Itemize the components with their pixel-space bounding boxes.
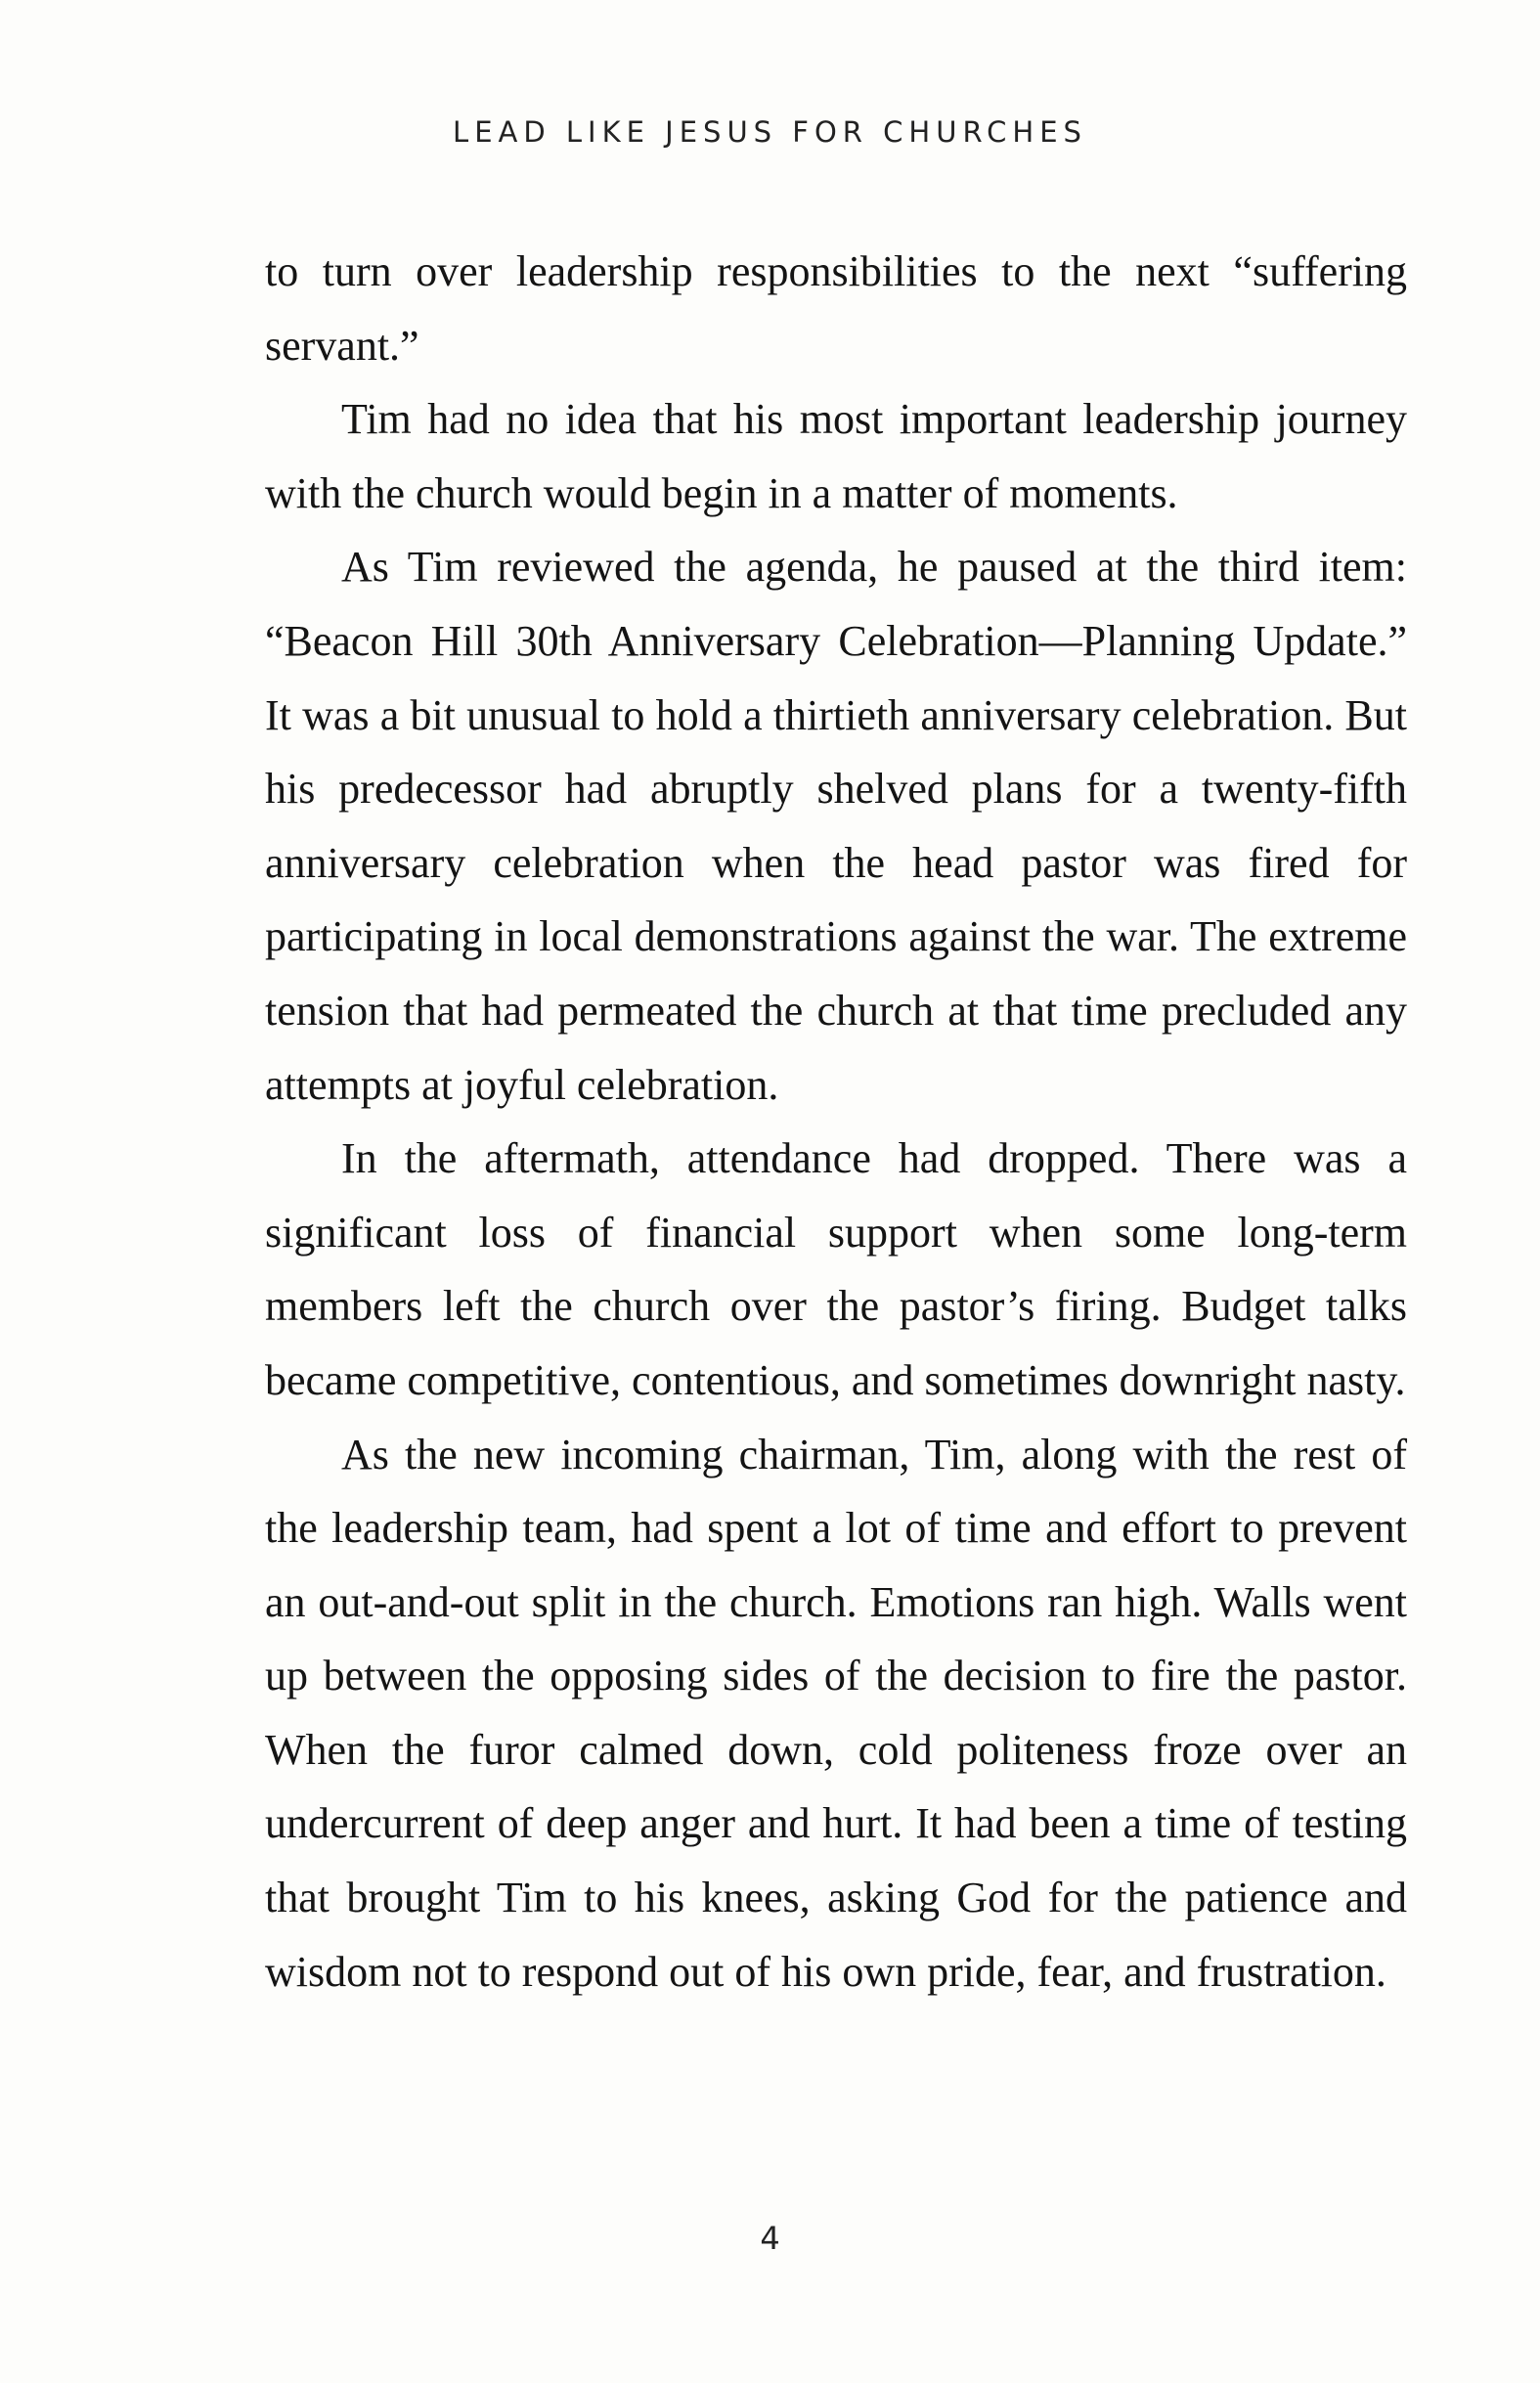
page-number: 4 — [760, 2220, 780, 2257]
paragraph: In the aftermath, attendance had dropped. There was a significant loss of financial support when some long-term members left the church over the pastor’s firing. Budget talks became competitive, contentious, and sometimes downright nasty. — [265, 1134, 1407, 1404]
paragraph: Tim had no idea that his most important leadership journey with the church would begin in a matter of moments. — [265, 395, 1407, 517]
paragraph: As Tim reviewed the agenda, he paused at the third item: “Beacon Hill 30th Anniversary Celebration—Planning Update.” It was a bit unusual to hold a thirtieth anniversary celebration. But his predecessor had abruptly shelved plans for a twenty-fifth anniversary celebration when the head pastor was fired for participating in local demonstrations against the war. The extreme tension that had permeated the church at that time precluded any attempts at joyful celebration. — [265, 543, 1407, 1109]
body-text — [265, 235, 1407, 2008]
running-head: LEAD LIKE JESUS FOR CHURCHES — [453, 115, 1087, 149]
paragraph: As the new incoming chairman, Tim, along with the rest of the leadership team, had spent a lot of time and effort to prevent an out-and-out split in the church. Emotions ran high. Walls went up between the opposing sides of the decision to fire the pastor. When the furor calmed down, cold politeness froze over an undercurrent of deep anger and hurt. It had been a time of testing that brought Tim to his knees, asking God for the patience and wisdom not to respond out of his own pride, fear, and frustration. — [265, 1430, 1407, 1996]
paragraph-continued: to turn over leadership responsibilities to the next “suffering servant.” — [265, 247, 1407, 370]
